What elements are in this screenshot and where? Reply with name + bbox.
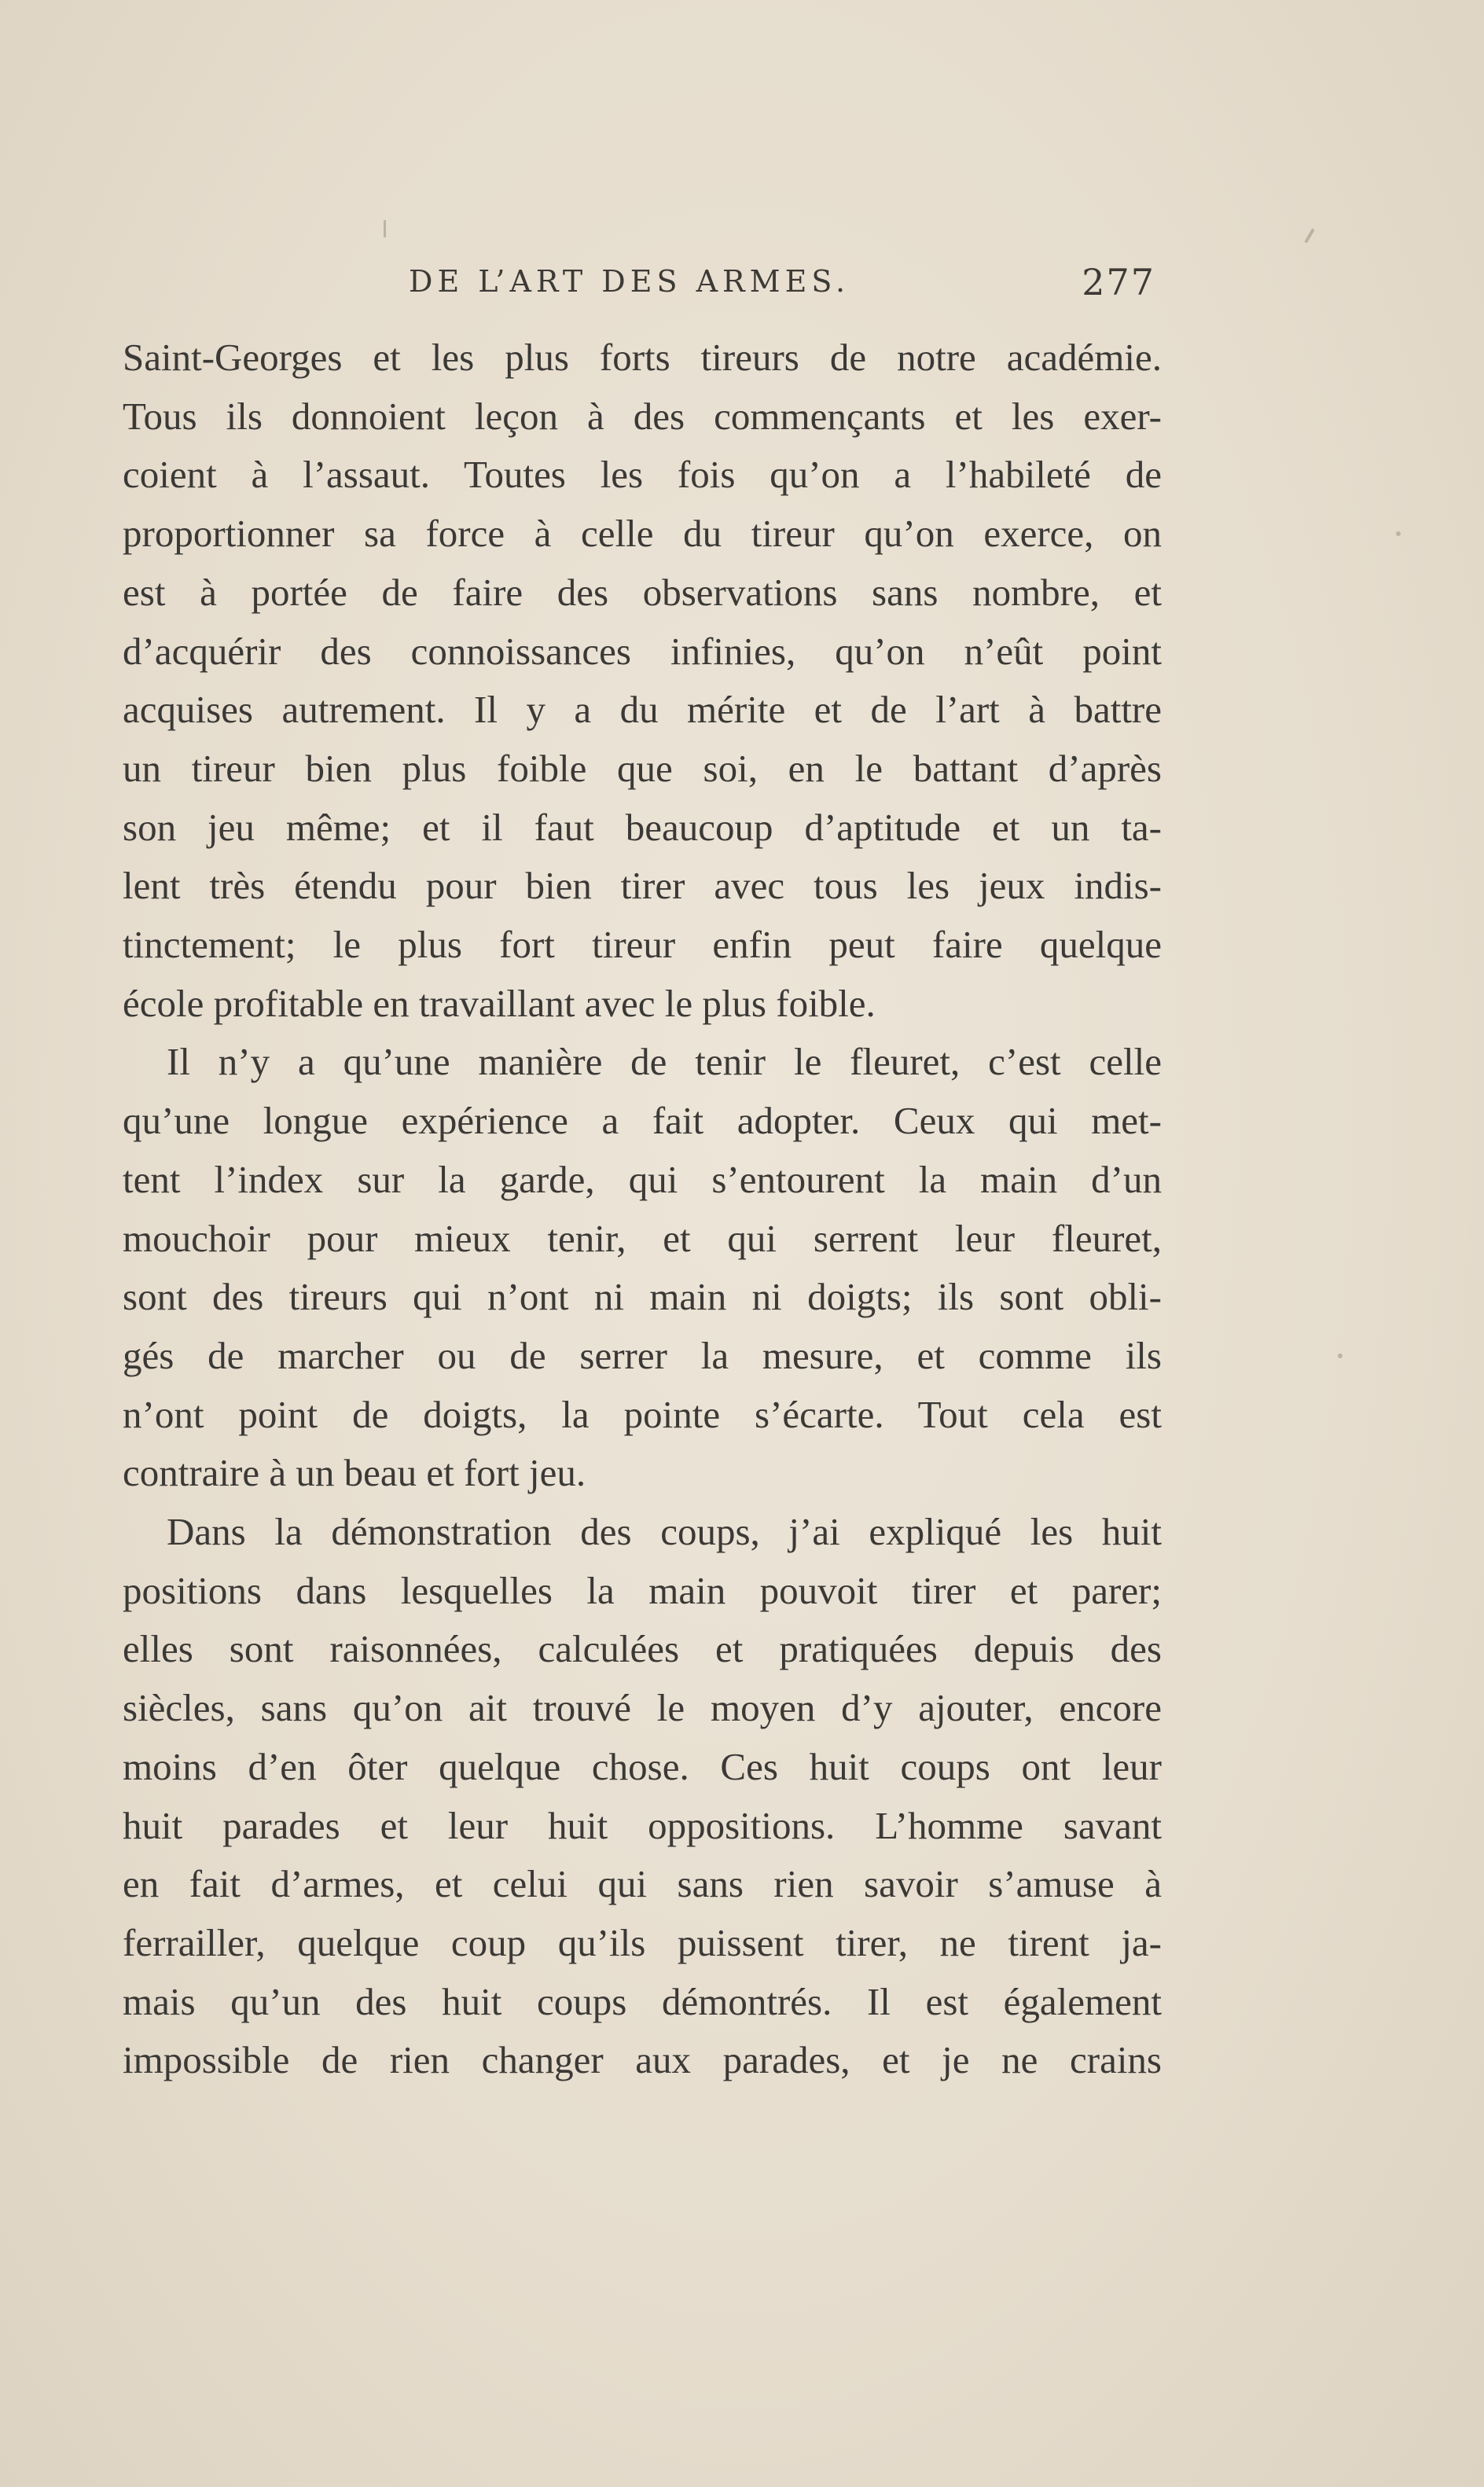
paper-speck [1304, 228, 1314, 243]
text-line: en fait d’armes, et celui qui sans rien savoir s’amuse à [123, 1862, 1162, 1906]
text-line: coient à l’assaut. Toutes les fois qu’on a l’habileté de [123, 453, 1162, 497]
text-line: ferrailler, quelque coup qu’ils puissent tirer, ne tirent ja- [123, 1920, 1162, 1964]
text-line: est à portée de faire des observations sans nombre, et [123, 570, 1162, 614]
paragraph-2 [123, 1033, 1162, 1503]
text-line: n’ont point de doigts, la pointe s’écarte. Tout cela est [123, 1392, 1162, 1436]
text-line: gés de marcher ou de serrer la mesure, et comme ils [123, 1333, 1162, 1377]
text-line: école profitable en travaillant avec le plus foible. [123, 981, 876, 1025]
text-line: positions dans lesquelles la main pouvoit tirer et parer; [123, 1568, 1162, 1612]
text-line: tent l’index sur la garde, qui s’entourent la main d’un [123, 1157, 1162, 1201]
text-line: impossible de rien changer aux parades, et je ne crains [123, 2038, 1162, 2082]
text-line: mais qu’un des huit coups démontrés. Il est également [123, 1979, 1162, 2023]
running-title: DE L’ART DES ARMES. [409, 264, 850, 299]
page-header [409, 261, 1155, 316]
page-number: 277 [1082, 261, 1155, 303]
text-line: siècles, sans qu’on ait trouvé le moyen d’y ajouter, encore [123, 1686, 1162, 1730]
text-line: lent très étendu pour bien tirer avec tous les jeux indis- [123, 864, 1162, 908]
text-line: elles sont raisonnées, calculées et pratiquées depuis des [123, 1627, 1162, 1671]
text-line: proportionner sa force à celle du tireur qu’on exerce, on [123, 512, 1162, 556]
text-line: son jeu même; et il faut beaucoup d’aptitude et un ta- [123, 805, 1162, 849]
text-line: mouchoir pour mieux tenir, et qui serrent leur fleuret, [123, 1216, 1162, 1260]
text-line: Saint-Georges et les plus forts tireurs de notre académie. [123, 336, 1162, 379]
text-line: moins d’en ôter quelque chose. Ces huit coups ont leur [123, 1744, 1162, 1788]
paper-speck [1338, 1354, 1343, 1358]
text-line: Il n’y a qu’une manière de tenir le fleuret, c’est celle [167, 1040, 1162, 1084]
text-line: acquises autrement. Il y a du mérite et de l’art à battre [123, 688, 1162, 732]
paragraph-1 [123, 329, 1162, 1033]
text-line: sont des tireurs qui n’ont ni main ni doigts; ils sont obli- [123, 1275, 1162, 1319]
text-line: d’acquérir des connoissances infinies, qu’on n’eût point [123, 629, 1162, 673]
text-line: qu’une longue expérience a fait adopter. Ceux qui met- [123, 1099, 1162, 1143]
body-text [123, 329, 1162, 2090]
text-line: tinctement; le plus fort tireur enfin peut faire quelque [123, 923, 1162, 967]
text-line: contraire à un beau et fort jeu. [123, 1451, 586, 1495]
text-line: Tous ils donnoient leçon à des commençants et les exer- [123, 394, 1162, 438]
paragraph-3 [123, 1503, 1162, 2090]
text-line: Dans la démonstration des coups, j’ai expliqué les huit [167, 1510, 1162, 1554]
text-line: un tireur bien plus foible que soi, en le battant d’après [123, 746, 1162, 790]
paper-speck [384, 220, 386, 237]
text-line: huit parades et leur huit oppositions. L’homme savant [123, 1803, 1162, 1847]
paper-speck [1396, 531, 1401, 536]
